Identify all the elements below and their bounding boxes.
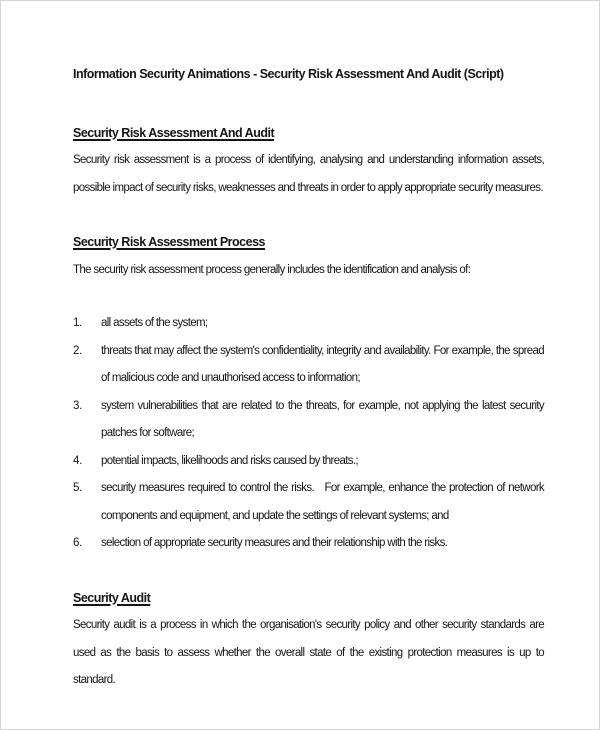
document-title: Information Security Animations - Security Risk Assessment And Audit (Script) xyxy=(73,67,504,81)
section-heading: Security Risk Assessment Process xyxy=(73,235,265,249)
list-item-text: security measures required to control the risks. For example, enhance the protection of network components and equipment, and update the settings of relevant systems; and xyxy=(101,482,547,522)
list-item-text: threats that may affect the system's confidentiality, integrity and availability. For example, the spread of malicious code and unauthorised access to information; xyxy=(101,344,547,384)
section-security-risk-assessment-process xyxy=(73,229,547,558)
section-heading: Security Risk Assessment And Audit xyxy=(73,125,275,140)
list-item xyxy=(73,475,547,530)
list-item-number: 4. xyxy=(73,454,82,467)
list-item-number: 2. xyxy=(73,344,82,357)
list-item xyxy=(73,393,547,448)
list-item xyxy=(73,310,544,338)
paragraph: The security risk assessment process generally includes the identification and analysis of: xyxy=(73,263,471,276)
numbered-list xyxy=(73,310,547,558)
paragraph: Security risk assessment is a process of identifying, analysing and understanding information assets, possible impact of security risks, weaknesses and threats in order to apply appropriate security measures. xyxy=(73,154,544,194)
list-item-text: system vulnerabilities that are related to the threats, for example, not applying the latest security patches for software; xyxy=(101,399,547,439)
list-item-number: 1. xyxy=(73,317,82,329)
list-item-number: 6. xyxy=(73,537,82,549)
section-security-risk-assessment-and-audit xyxy=(73,120,544,203)
list-item-text: selection of appropriate security measures and their relationship with the risks. xyxy=(101,537,448,549)
list-item xyxy=(73,530,544,558)
list-item xyxy=(73,448,544,476)
list-item-number: 3. xyxy=(73,399,82,412)
list-item xyxy=(73,338,547,393)
list-item-number: 5. xyxy=(73,482,82,494)
paragraph: Security audit is a process in which the organisation's security policy and other security standards are used as the basis to assess whether the overall state of the existing protection measures is up to standard. xyxy=(73,619,544,686)
list-item-text: all assets of the system; xyxy=(101,317,208,329)
section-heading: Security Audit xyxy=(73,590,151,605)
list-item-text: potential impacts, likelihoods and risks caused by threats.; xyxy=(101,454,358,467)
section-security-audit xyxy=(73,585,544,695)
